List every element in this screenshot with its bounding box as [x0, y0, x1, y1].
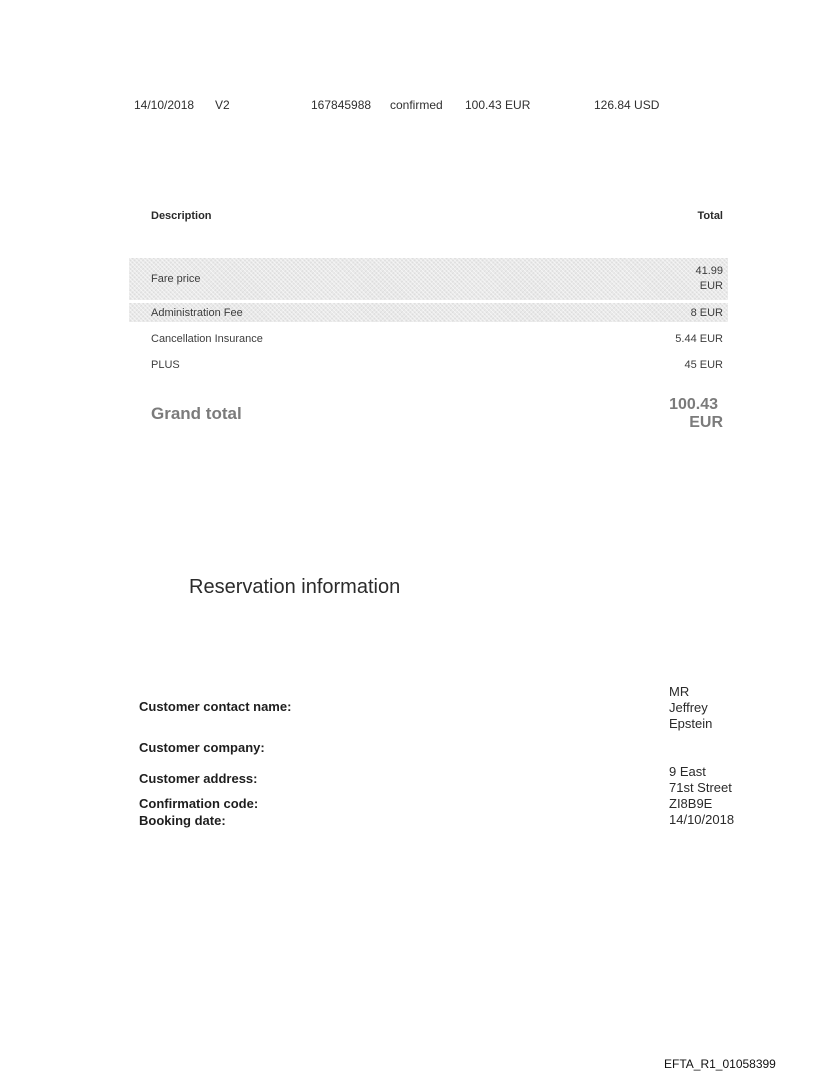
customer-address-line2: 71st Street — [669, 780, 732, 795]
grand-total-label: Grand total — [151, 404, 242, 423]
column-header-total: Total — [697, 210, 723, 222]
grand-total-amount: 100.43 — [669, 396, 718, 413]
column-header-description: Description — [151, 210, 212, 222]
confirmation-code-value: ZI8B9E — [669, 796, 713, 811]
customer-company-label: Customer company: — [139, 740, 265, 755]
document-id-stamp: EFTA_R1_01058399 — [664, 1057, 776, 1071]
reservation-section-title: Reservation information — [189, 576, 401, 598]
summary-amount-usd: 126.84 USD — [594, 98, 660, 112]
customer-contact-name-label: Customer contact name: — [139, 699, 292, 714]
summary-version: V2 — [215, 98, 230, 112]
customer-contact-name-last: Epstein — [669, 716, 713, 731]
row-total-cancellation-insurance: 5.44 EUR — [675, 333, 723, 345]
row-shading-fare — [129, 258, 728, 300]
customer-contact-name-first: Jeffrey — [669, 700, 708, 715]
row-total-fare-price-amount: 41.99 — [695, 265, 723, 277]
row-description-administration-fee: Administration Fee — [151, 307, 243, 319]
summary-amount-eur: 100.43 EUR — [465, 98, 531, 112]
summary-date: 14/10/2018 — [134, 98, 195, 112]
customer-address-line1: 9 East — [669, 764, 706, 779]
row-description-plus: PLUS — [151, 359, 180, 371]
grand-total-currency: EUR — [689, 414, 723, 431]
customer-address-label: Customer address: — [139, 771, 258, 786]
row-description-cancellation-insurance: Cancellation Insurance — [151, 333, 263, 345]
row-total-fare-price-currency: EUR — [699, 280, 723, 292]
booking-date-value: 14/10/2018 — [669, 812, 735, 827]
booking-date-label: Booking date: — [139, 813, 226, 828]
row-total-plus: 45 EUR — [684, 359, 723, 371]
row-total-administration-fee: 8 EUR — [690, 307, 723, 319]
summary-reference: 167845988 — [311, 98, 372, 112]
confirmation-code-label: Confirmation code: — [139, 796, 259, 811]
customer-contact-name-title: MR — [669, 684, 690, 699]
summary-status: confirmed — [390, 98, 443, 112]
row-description-fare-price: Fare price — [151, 273, 201, 285]
